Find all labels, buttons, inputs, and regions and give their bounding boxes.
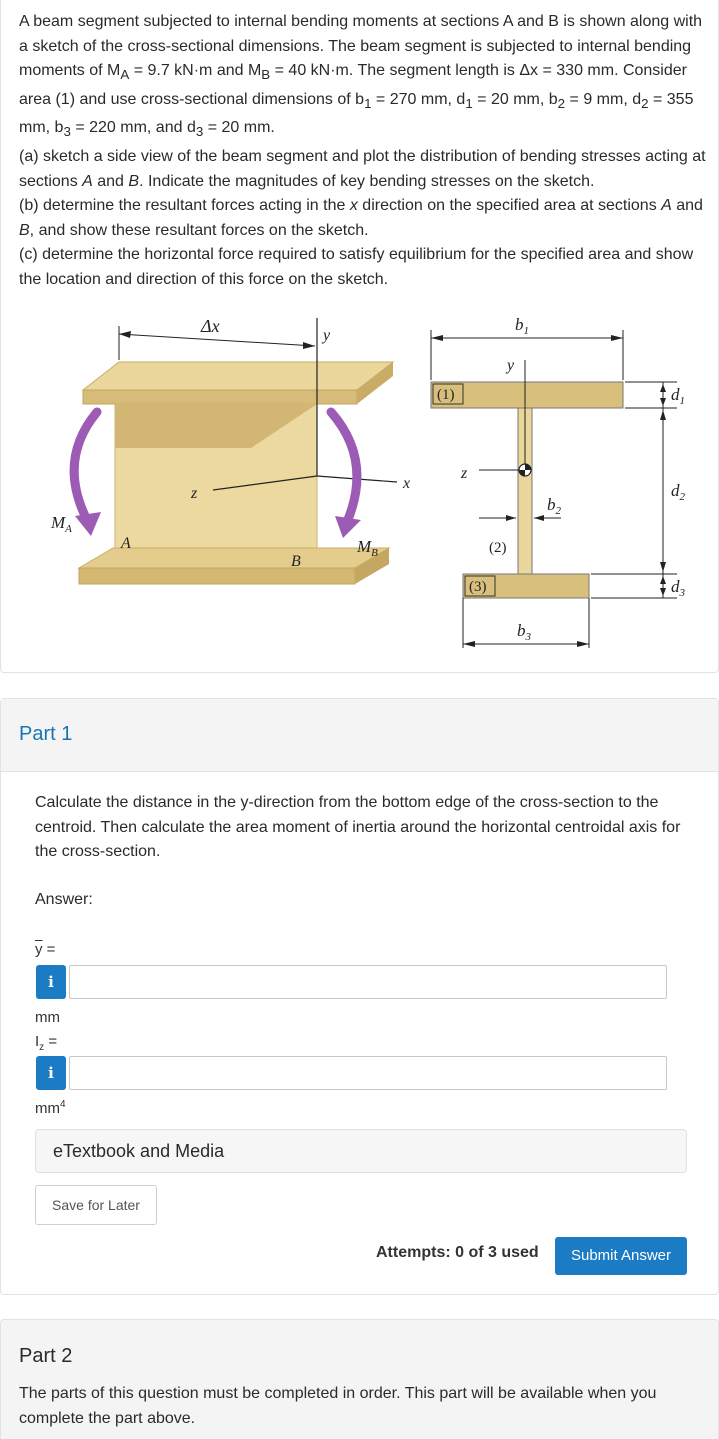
area-3-label: (3) <box>469 579 487 595</box>
z-axis-label-right: z <box>461 465 468 482</box>
b2-label: $b_2$ <box>547 495 561 517</box>
b2-arrow-left <box>506 515 516 521</box>
etextbook-media-bar[interactable] <box>35 1129 687 1173</box>
dx-label: Δx <box>201 316 220 336</box>
problem-part-c: (c) determine the horizontal force required to satisfy equilibrium for the specified area and show the location and direction of this force on the sketch. <box>19 246 694 288</box>
top-flange-top <box>83 362 393 390</box>
b3-arrow-right <box>577 641 589 647</box>
d3-arrow-top <box>660 576 666 584</box>
bottom-flange-front <box>79 568 355 584</box>
ma-arrowhead <box>75 512 101 536</box>
d1-arrow-top <box>660 384 666 392</box>
section-b-label: B <box>291 553 301 570</box>
ybar-info-icon[interactable]: i <box>36 965 66 999</box>
section-a-label: A <box>121 535 131 552</box>
d3-arrow-bottom <box>660 588 666 596</box>
b3-arrow-left <box>463 641 475 647</box>
ma-arrow <box>74 412 97 520</box>
b3-label: $b_3$ <box>517 621 531 643</box>
area-1-label: (1) <box>437 387 455 403</box>
save-for-later-button[interactable]: Save for Later <box>35 1185 157 1225</box>
part1-card <box>0 698 719 1295</box>
part2-locked-message: The parts of this question must be completed in order. This part will be available when you complete the part above. <box>19 1385 657 1427</box>
ybar-input[interactable] <box>69 965 667 999</box>
dx-arrow-right <box>303 342 315 349</box>
iz-info-icon[interactable]: i <box>36 1056 66 1090</box>
problem-statement <box>19 10 709 292</box>
d1-arrow-bottom <box>660 398 666 406</box>
part1-instructions: Calculate the distance in the y-direction from the bottom edge of the cross-section to the centroid. Then calculate the area moment of inertia around the horizontal centroidal axis for the cross-section. <box>35 794 681 860</box>
top-flange-front <box>83 390 357 404</box>
etextbook-media-label: eTextbook and Media <box>53 1141 225 1161</box>
ybar-unit: mm <box>35 1009 60 1026</box>
mb-arrow <box>331 412 357 522</box>
part1-title: Part 1 <box>19 723 73 745</box>
d3-label: $d_3$ <box>671 577 685 599</box>
beam-diagram <box>1 300 719 670</box>
ybar-label: $\overline{y}$ = <box>35 941 56 958</box>
problem-card <box>0 0 719 673</box>
b1-arrow-left <box>431 335 443 341</box>
d2-arrow-bottom <box>660 562 666 572</box>
iz-label: $I_z$ = <box>35 1033 58 1053</box>
mb-label: $M_B$ <box>357 537 378 559</box>
answer-label: Answer: <box>35 891 93 908</box>
z-axis-label-left: z <box>191 485 198 502</box>
dx-arrow-left <box>119 331 131 338</box>
d2-label: $d_2$ <box>671 481 685 503</box>
area-2-label: (2) <box>489 540 507 556</box>
part1-header <box>1 699 718 772</box>
problem-part-a: (a) sketch a side view of the beam segment and plot the distribution of bending stresses acting at sections A and B. Indicate the magnitudes of key bending stresses on the sketch. <box>19 148 706 190</box>
y-axis-label-left: y <box>323 327 331 344</box>
beam-figure <box>1 300 719 670</box>
attempts-counter: Attempts: 0 of 3 used <box>376 1244 539 1261</box>
ma-label: $M_A$ <box>51 513 72 535</box>
iz-unit: $mm^4$ <box>35 1099 66 1117</box>
part2-title: Part 2 <box>19 1345 73 1367</box>
problem-part-b: (b) determine the resultant forces acting in the x direction on the specified area at sections A and B, and show these resultant forces on the sketch. <box>19 197 703 239</box>
iz-input[interactable] <box>69 1056 667 1090</box>
submit-answer-button[interactable]: Submit Answer <box>555 1237 687 1275</box>
x-axis-label: x <box>403 475 411 492</box>
mb-arrowhead <box>335 516 361 538</box>
d1-label: $d_1$ <box>671 385 685 407</box>
y-axis-label-right: y <box>507 357 515 374</box>
problem-given: A beam segment subjected to internal bending moments at sections A and B is shown along with a sketch of the cross-sectional dimensions. The beam segment is subjected to internal bending moments of $M_A = 9.7$ kN·m and $M_B = 40$ kN·m. The segment length is Δx = 330 mm. Consider area (1) and use cross-sectional dimensions of $b_1 = 270$ mm, $d_1 = 20$ mm, $b_2 = 9$ mm, $d_2 = 355$ mm, $b_3 = 220$ mm, and $d_3 = 20$ mm. <box>19 13 703 140</box>
b2-arrow-right <box>534 515 544 521</box>
b1-arrow-right <box>611 335 623 341</box>
b1-label: $b_1$ <box>515 315 529 337</box>
d2-arrow-top <box>660 410 666 420</box>
part2-card <box>0 1319 719 1439</box>
